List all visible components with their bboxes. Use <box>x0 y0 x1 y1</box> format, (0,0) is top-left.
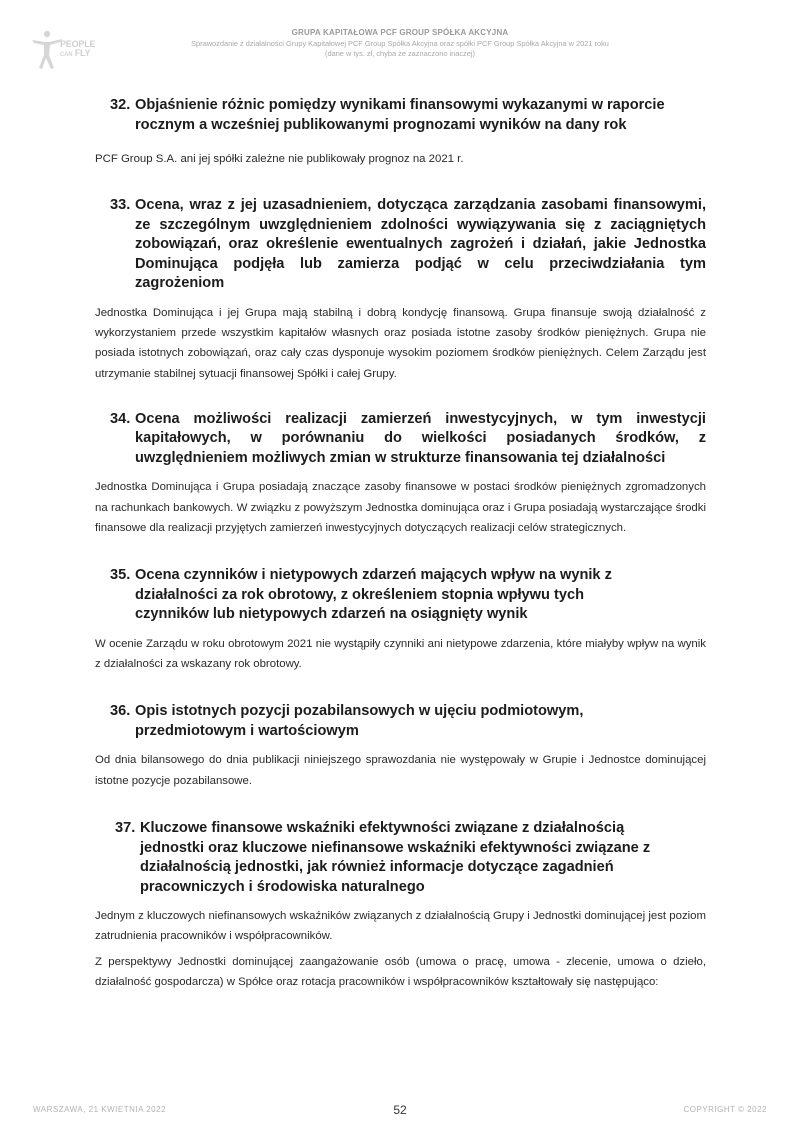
section-36 <box>95 702 706 791</box>
section-37 <box>95 819 706 992</box>
section-35 <box>95 566 706 674</box>
section-heading <box>110 410 706 469</box>
section-title: Opis istotnych pozycji pozabilansowych w ujęciu podmiotowym, przedmiotowym i wartościowym <box>135 703 584 739</box>
paragraph: W ocenie Zarządu w roku obrotowym 2021 nie wystąpiły czynniki ani nietypowe zdarzenia, które miałyby wpływ na wynik z działalności za wskazany rok obrotowy. <box>95 637 706 671</box>
section-title: Ocena czynników i nietypowych zdarzeń mających wpływ na wynik z działalności za rok obrotowy, z określeniem stopnia wpływu tych czynników lub nietypowych zdarzeń na osiągnięty wynik <box>135 567 612 623</box>
paragraph: Jednostka Dominująca i jej Grupa mają stabilną i dobrą kondycję finansową. Grupa finansuje swoją działalność z wykorzystaniem przede wszystkim kapitałów własnych oraz posiada istotne zasoby środków pieniężnych. Grupa nie posiada istotnych zobowiązań, oraz cały czas dysponuje wysokim poziomem środków pieniężnych. Celem Zarządu jest utrzymanie stabilnej sytuacji finansowej Spółki i całej Grupy. <box>95 306 706 380</box>
page-header <box>0 28 800 68</box>
logo-line-1: PEOPLE <box>60 39 96 49</box>
section-title: Kluczowe finansowe wskaźniki efektywności związane z działalnością jednostki oraz kluczowe niefinansowe wskaźniki efektywności związane z działalnością jednostki, jak również informacje dotyczące zagadnień pracowniczych i środowiska naturalnego <box>140 820 651 895</box>
section-title: Objaśnienie różnic pomiędzy wynikami finansowymi wykazanymi w raporcie rocznym a wcześniej publikowanymi prognozami wyników na dany rok <box>135 97 665 133</box>
page-number: 52 <box>393 1103 407 1117</box>
section-heading <box>110 566 706 625</box>
section-number: 37. <box>115 820 136 837</box>
logo-line-3: FLY <box>74 48 91 58</box>
section-number: 35. <box>110 567 131 584</box>
section-number: 33. <box>110 197 131 214</box>
paragraph: Jednym z kluczowych niefinansowych wskaźników związanych z działalnością Grupy i Jednostki dominującej jest poziom zatrudnienia pracowników i współpracowników. <box>95 910 706 943</box>
section-34 <box>95 410 706 538</box>
section-33 <box>95 196 706 384</box>
section-heading <box>110 702 706 741</box>
paragraph: Z perspektywy Jednostki dominującej zaangażowanie osób (umowa o pracę, umowa - zlecenie, umowa o dzieło, działalność gospodarcza) w Spółce oraz rotacja pracowników i współpracowników kształtowały się następująco: <box>95 955 706 988</box>
section-heading <box>115 819 706 897</box>
paragraph: Od dnia bilansowego do dnia publikacji niniejszego sprawozdania nie występowały w Grupie i Jednostce dominującej istotne pozycje pozabilansowe. <box>95 754 706 787</box>
section-heading <box>110 196 706 294</box>
section-number: 36. <box>110 703 131 720</box>
paragraph: Jednostka Dominująca i Grupa posiadają znaczące zasoby finansowe w postaci środków pieniężnych zgromadzonych na rachunkach bankowych. W związku z powyższym Jednostka dominująca oraz i Grupa posiadają wystarczające środki finansowe dla realizacji przyjętych zamierzeń inwestycyjnych dotyczących realizacji celów strategicznych. <box>95 481 706 535</box>
header-subtitle: Sprawozdanie z działalności Grupy Kapitałowej PCF Group Spółka Akcyjna oraz spółki PCF Group Spółka Akcyjna w 2021 roku <box>191 39 609 48</box>
header-title: GRUPA KAPITAŁOWA PCF GROUP SPÓŁKA AKCYJNA <box>291 28 509 37</box>
section-number: 34. <box>110 410 131 427</box>
footer-location-date: WARSZAWA, 21 KWIETNIA 2022 <box>33 1105 167 1114</box>
section-32 <box>95 96 706 169</box>
section-number: 32. <box>110 97 131 113</box>
paragraph: PCF Group S.A. ani jej spółki zależne nie publikowały prognoz na 2021 r. <box>95 153 464 165</box>
section-title: Ocena, wraz z jej uzasadnieniem, dotycząca zarządzania zasobami finansowymi, ze szczególnym uwzględnieniem zdolności wywiązywania się z zaciągniętych zobowiązań, oraz określenie ewentualnych zagrożeń i działań, jakie Jednostka Dominująca podjęła lub zamierza podjąć w celu przeciwdziałania tym zagrożeniom <box>135 197 706 292</box>
page-footer <box>0 1103 800 1123</box>
footer-copyright: COPYRIGHT © 2022 <box>683 1105 767 1114</box>
logo-line-2a: CAN <box>60 52 73 58</box>
section-title: Ocena możliwości realizacji zamierzeń inwestycyjnych, w tym inwestycji kapitałowych, w porównaniu do wielkości posiadanych środków, z uwzględnieniem możliwych zmian w strukturze finansowania tej działalności <box>135 410 706 466</box>
header-subtitle-units: (dane w tys. zł, chyba że zaznaczono inaczej) <box>325 49 475 58</box>
document-body <box>95 96 706 992</box>
section-heading <box>110 96 706 135</box>
